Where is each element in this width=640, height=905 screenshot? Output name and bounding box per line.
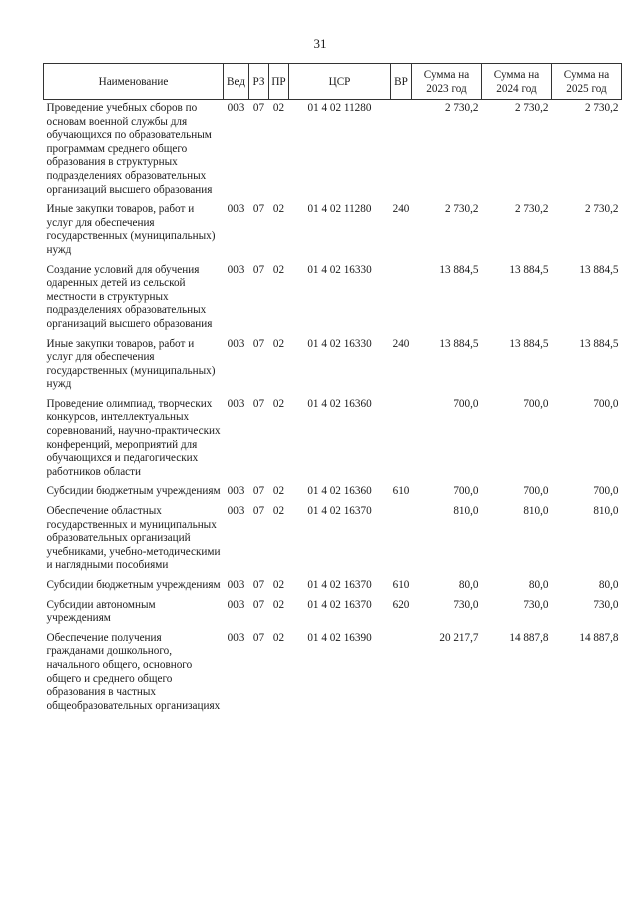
row-sum-2023: 13 884,5 xyxy=(439,337,479,350)
row-rz: 07 xyxy=(252,505,265,518)
table-body xyxy=(44,100,622,718)
row-vr: 610 xyxy=(392,579,410,591)
row-pr: 02 xyxy=(272,102,285,114)
row-sum-2023: 730,0 xyxy=(453,598,479,611)
row-pr: 02 xyxy=(272,263,285,276)
row-pr: 02 xyxy=(272,485,285,498)
row-sum-2024: 810,0 xyxy=(523,505,549,518)
table-header xyxy=(44,64,622,100)
row-csr: 01 4 02 16360 xyxy=(307,397,372,410)
row-csr: 01 4 02 16370 xyxy=(307,579,372,591)
row-sum-2024: 700,0 xyxy=(523,485,549,498)
row-name: Проведение олимпиад, творческих конкурсов, интеллектуальных соревнований, научно-практических конференций, мероприятий для обучающихся и педагогических работников области xyxy=(46,397,221,478)
header-sum-2023: Сумма на 2023 год xyxy=(412,64,482,100)
row-sum-2024: 730,0 xyxy=(523,598,549,611)
table-row xyxy=(44,503,622,577)
row-sum-2025: 730,0 xyxy=(593,598,619,611)
header-rz: РЗ xyxy=(249,64,269,100)
row-sum-2025: 80,0 xyxy=(598,579,619,591)
row-rz: 07 xyxy=(252,337,265,350)
row-name: Субсидии бюджетным учреждениям xyxy=(46,579,221,591)
row-sum-2025: 13 884,5 xyxy=(579,337,619,350)
row-vr xyxy=(391,630,412,718)
row-rz: 07 xyxy=(252,397,265,410)
header-pr: ПР xyxy=(269,64,289,100)
row-csr: 01 4 02 16330 xyxy=(307,263,372,276)
row-pr: 02 xyxy=(272,397,285,410)
row-ved: 003 xyxy=(227,263,245,276)
table-row xyxy=(44,577,622,597)
row-sum-2025: 810,0 xyxy=(593,505,619,518)
table-row xyxy=(44,100,622,202)
page-number: 31 xyxy=(313,36,327,51)
row-name: Субсидии бюджетным учреждениям xyxy=(46,485,221,498)
row-ved: 003 xyxy=(227,505,245,518)
table-row xyxy=(44,201,622,261)
row-pr: 02 xyxy=(272,505,285,518)
row-sum-2023: 13 884,5 xyxy=(439,263,479,276)
header-vr: ВР xyxy=(391,64,412,100)
row-csr: 01 4 02 16360 xyxy=(307,485,372,498)
row-name: Субсидии автономным учреждениям xyxy=(46,598,156,625)
row-sum-2024: 14 887,8 xyxy=(509,631,549,644)
row-sum-2024: 2 730,2 xyxy=(514,203,549,216)
row-csr: 01 4 02 11280 xyxy=(307,102,372,114)
row-sum-2023: 80,0 xyxy=(458,579,479,591)
row-sum-2024: 80,0 xyxy=(528,579,549,591)
row-pr: 02 xyxy=(272,631,285,644)
row-sum-2023: 700,0 xyxy=(453,485,479,498)
row-sum-2025: 14 887,8 xyxy=(579,631,619,644)
row-rz: 07 xyxy=(252,631,265,644)
row-sum-2024: 13 884,5 xyxy=(509,263,549,276)
row-csr: 01 4 02 16370 xyxy=(307,505,372,518)
budget-table xyxy=(43,63,622,717)
table-row xyxy=(44,262,622,336)
row-rz: 07 xyxy=(252,485,265,498)
row-rz: 07 xyxy=(252,203,265,216)
row-vr: 240 xyxy=(392,337,410,350)
row-sum-2023: 810,0 xyxy=(453,505,479,518)
row-sum-2025: 700,0 xyxy=(593,397,619,410)
row-csr: 01 4 02 16370 xyxy=(307,598,372,611)
header-name: Наименование xyxy=(44,64,224,100)
row-vr xyxy=(391,100,412,202)
row-sum-2023: 20 217,7 xyxy=(439,631,479,644)
row-vr: 620 xyxy=(392,598,410,611)
row-ved: 003 xyxy=(227,337,245,350)
row-ved: 003 xyxy=(227,579,245,591)
table-row xyxy=(44,396,622,484)
row-pr: 02 xyxy=(272,337,285,350)
header-sum-2025: Сумма на 2025 год xyxy=(552,64,622,100)
table-row xyxy=(44,336,622,396)
row-name: Иные закупки товаров, работ и услуг для обеспечения государственных (муниципальных) нужд xyxy=(46,203,216,256)
row-csr: 01 4 02 16390 xyxy=(307,631,372,644)
row-ved: 003 xyxy=(227,598,245,611)
header-sum-2024: Сумма на 2024 год xyxy=(482,64,552,100)
row-sum-2023: 700,0 xyxy=(453,397,479,410)
row-sum-2025: 700,0 xyxy=(593,485,619,498)
row-ved: 003 xyxy=(227,485,245,498)
row-ved: 003 xyxy=(227,631,245,644)
row-name: Создание условий для обучения одаренных детей из сельской местности в структурных подразделениях образовательных организаций высшего образования xyxy=(46,263,213,330)
row-pr: 02 xyxy=(272,203,285,216)
row-ved: 003 xyxy=(227,203,245,216)
row-name: Обеспечение получения гражданами дошкольного, начального общего, основного общего и среднего общего образования в частных общеобразовательных организациях xyxy=(46,631,221,712)
row-pr: 02 xyxy=(272,579,285,591)
row-name: Проведение учебных сборов по основам военной службы для обучающихся по образовательным программам среднего общего образования в структурных подразделениях образовательных организаций высшего образования xyxy=(46,102,213,196)
row-sum-2023: 2 730,2 xyxy=(444,203,479,216)
row-sum-2024: 700,0 xyxy=(523,397,549,410)
row-vr: 240 xyxy=(392,203,410,216)
header-ved: Вед xyxy=(224,64,249,100)
row-name: Иные закупки товаров, работ и услуг для обеспечения государственных (муниципальных) нужд xyxy=(46,337,216,391)
row-vr xyxy=(391,262,412,336)
header-csr: ЦСР xyxy=(289,64,391,100)
row-rz: 07 xyxy=(252,598,265,611)
row-sum-2025: 2 730,2 xyxy=(584,203,619,216)
row-rz: 07 xyxy=(252,263,265,276)
table-row xyxy=(44,630,622,718)
row-ved: 003 xyxy=(227,397,245,410)
table-row xyxy=(44,597,622,630)
row-sum-2025: 2 730,2 xyxy=(584,102,619,114)
row-vr: 610 xyxy=(392,485,410,498)
row-sum-2025: 13 884,5 xyxy=(579,263,619,276)
row-sum-2023: 2 730,2 xyxy=(444,102,479,114)
row-rz: 07 xyxy=(252,102,265,114)
row-csr: 01 4 02 11280 xyxy=(307,203,372,216)
row-vr xyxy=(391,396,412,484)
row-sum-2024: 2 730,2 xyxy=(514,102,549,114)
row-csr: 01 4 02 16330 xyxy=(307,337,372,350)
row-name: Обеспечение областных государственных и муниципальных образовательных организаций учебниками, учебно-методическими и наглядными пособиями xyxy=(46,505,221,572)
table-row xyxy=(44,483,622,503)
row-vr xyxy=(391,503,412,577)
row-rz: 07 xyxy=(252,579,265,591)
row-pr: 02 xyxy=(272,598,285,611)
row-sum-2024: 13 884,5 xyxy=(509,337,549,350)
row-ved: 003 xyxy=(227,102,245,114)
